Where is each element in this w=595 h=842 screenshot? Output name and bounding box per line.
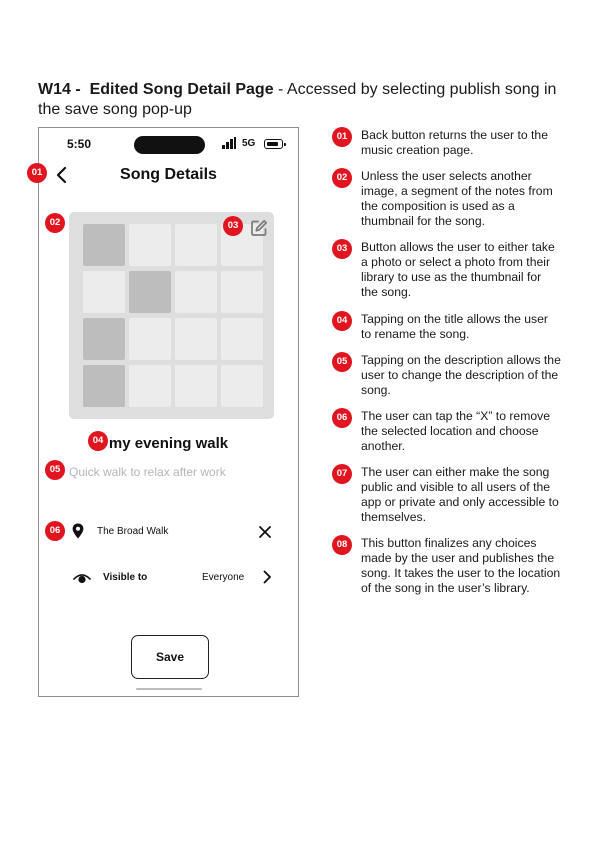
- annotation-number: 08: [332, 535, 352, 555]
- remove-location-x-icon[interactable]: [258, 525, 272, 539]
- marker-02: 02: [45, 213, 65, 233]
- signal-icon: [222, 137, 236, 149]
- note-cell: [221, 318, 263, 360]
- annotation-number: 07: [332, 464, 352, 484]
- note-cell: [83, 318, 125, 360]
- save-button[interactable]: Save: [131, 635, 209, 679]
- note-cell: [221, 271, 263, 313]
- network-label: 5G: [242, 138, 256, 149]
- note-cell: [175, 224, 217, 266]
- location-name: The Broad Walk: [97, 526, 169, 537]
- note-cell: [175, 271, 217, 313]
- marker-05: 05: [45, 460, 65, 480]
- annotation-number: 01: [332, 127, 352, 147]
- dynamic-island: [134, 136, 205, 154]
- marker-04: 04: [88, 431, 108, 451]
- note-cell: [129, 271, 171, 313]
- note-cell: [83, 365, 125, 407]
- home-indicator: [136, 688, 202, 690]
- note-cell: [129, 224, 171, 266]
- song-thumbnail: [69, 212, 274, 419]
- battery-icon: [264, 139, 283, 149]
- annotation-number: 03: [332, 239, 352, 259]
- annotation-text: Tapping on the title allows the user to rename the song.: [361, 312, 548, 341]
- heading-rest: - Accessed by selecting publish song in the save song pop-up: [38, 81, 557, 118]
- annotation-number: 02: [332, 168, 352, 188]
- note-cell: [175, 318, 217, 360]
- eye-visibility-icon: [73, 572, 91, 584]
- note-cell: [83, 224, 125, 266]
- note-cell: [129, 318, 171, 360]
- page-title: Song Details: [120, 166, 217, 183]
- marker-01: 01: [27, 163, 47, 183]
- marker-06: 06: [45, 521, 65, 541]
- annotation-text: Tapping on the description allows the user to change the description of the song.: [361, 353, 561, 397]
- note-cell: [221, 365, 263, 407]
- song-description-field[interactable]: Quick walk to relax after work: [69, 465, 226, 479]
- annotation-text: The user can either make the song public and visible to all users of the app or private and only accessible to themselves.: [361, 465, 559, 524]
- annotation-text: Back button returns the user to the music creation page.: [361, 128, 548, 157]
- annotation-text: The user can tap the “X” to remove the selected location and choose another.: [361, 409, 550, 453]
- phone-frame: [38, 127, 299, 697]
- visibility-value[interactable]: Everyone: [202, 572, 245, 583]
- annotation-number: 06: [332, 408, 352, 428]
- annotation-number: 04: [332, 311, 352, 331]
- annotation-number: 05: [332, 352, 352, 372]
- annotation-text: Button allows the user to either take a photo or select a photo from their library to use as the thumbnail for the song.: [361, 240, 555, 299]
- chevron-right-icon[interactable]: [262, 569, 272, 585]
- edit-thumbnail-icon[interactable]: [250, 219, 268, 237]
- heading-page-name: Edited Song Detail Page: [89, 81, 274, 98]
- annotation-text: This button finalizes any choices made by the user and publishes the song. It takes the user to the location of the song in the user’s library.: [361, 536, 561, 595]
- note-cell: [175, 365, 217, 407]
- annotation-text: Unless the user selects another image, a segment of the notes from the composition is used as a thumbnail for the song.: [361, 169, 553, 228]
- note-cell: [129, 365, 171, 407]
- visibility-label: Visible to: [103, 572, 148, 583]
- marker-03: 03: [223, 216, 243, 236]
- page-heading: [38, 80, 558, 120]
- heading-code: W14 -: [38, 81, 81, 98]
- song-title[interactable]: my evening walk: [108, 435, 229, 452]
- location-pin-icon: [72, 523, 84, 539]
- note-cell: [83, 271, 125, 313]
- status-time: 5:50: [67, 137, 92, 151]
